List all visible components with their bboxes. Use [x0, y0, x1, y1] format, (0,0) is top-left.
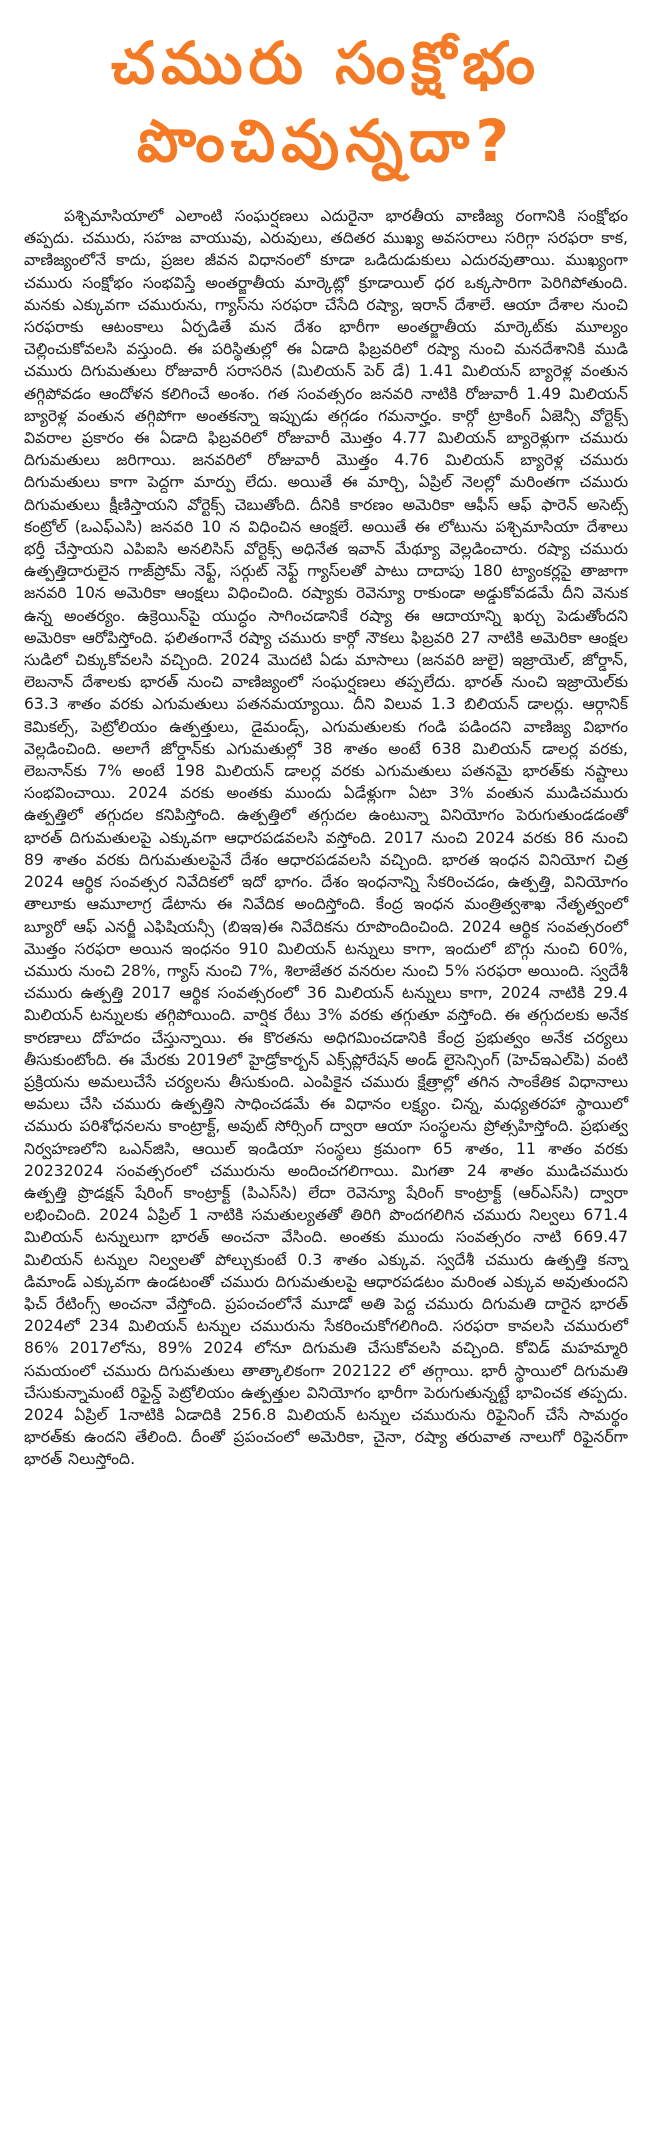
headline-line-2: పొంచివున్నదా?: [136, 107, 516, 175]
headline-line-1: చమురు సంక్షోభం: [111, 29, 541, 97]
headline: [0, 0, 652, 180]
article-body: [0, 205, 652, 1471]
article-paragraph: పశ్చిమాసియాలో ఎలాంటి సంఘర్షణలు ఎదురైనా భారతీయ వాణిజ్య రంగానికి సంక్షోభం తప్పదు. చమురు, సహజ వాయువు, ఎరువులు, తదితర ముఖ్య అవసరాలు సరిగ్గా సరఫరా కాక, వాణిజ్యంలోనే కాదు, ప్రజల జీవన విధానంలో కూడా ఒడిదుడుకులు ఎదురవుతాయి. ముఖ్యంగా చమురు సంక్షోభం సంభవిస్తే అంతర్జాతీయ మార్కెట్లో క్రూడాయిల్ ధర ఒక్కసారిగా పెరిగిపోతుంది. మనకు ఎక్కువగా చమురును, గ్యాస్‌ను సరఫరా చేసేది రష్యా, ఇరాన్ దేశాలే. ఆయా దేశాల నుంచి సరఫరాకు ఆటంకాలు ఏర్పడితే మన దేశం భారీగా అంతర్జాతీయ మార్కెట్‌కు మూల్యం చెల్లించుకోవలసి వస్తుంది. ఈ పరిస్థితుల్లో ఈ ఏడాది ఫిబ్రవరిలో రష్యా నుంచి మనదేశానికి ముడి చమురు దిగుమతులు రోజువారీ సరాసరిన (మిలియన్ పెర్ డే) 1.41 మిలియన్ బ్యారెళ్ల వంతున తగ్గిపోవడం ఆందోళన కలిగించే అంశం. గత సంవత్సరం జనవరి నాటికి రోజువారీ 1.49 మిలియన్ బ్యారెళ్ల వంతున తగ్గిపోగా అంతకన్నా ఇప్పుడు తగ్గడం గమనార్హం. కార్గో ట్రాకింగ్ ఏజెన్సీ వోర్టెక్స్ వివరాల ప్రకారం ఈ ఏడాది ఫిబ్రవరిలో రోజువారీ మొత్తం 4.77 మిలియన్ బ్యారెళ్లుగా చమురు దిగుమతులు జరిగాయి. జనవరిలో రోజువారీ మొత్తం 4.76 మిలియన్ బ్యారెళ్ల చమురు దిగుమతులు కాగా పెద్దగా మార్పు లేదు. అయితే ఈ మార్చి, ఏప్రిల్ నెలల్లో మరింతగా చమురు దిగుమతులు క్షీణిస్తాయని వోర్టెక్స్ చెబుతోంది. దీనికి కారణం అమెరికా ఆఫీస్ ఆఫ్ ఫారెన్ అసెట్స్ కంట్రోల్ (ఒఎఫ్ఎసి) జనవరి 10 న విధించిన ఆంక్షలే. అయితే ఈ లోటును పశ్చిమాసియా దేశాలు భర్తీ చేస్తాయని ఎపిఐసి అనలిసిస్ వోర్టెక్స్ అధినేత ఇవాన్ మేథ్యూ వెల్లడించారు. రష్యా చమురు ఉత్పత్తిదారులైన గాజ్‌ప్రోమ్ నెఫ్ట్, సర్గుట్ నెఫ్ట్ గ్యాస్‌లతో పాటు దాదాపు 180 ట్యాంకర్లపై తాజాగా జనవరి 10న అమెరికా ఆంక్షలు విధించింది. రష్యాకు రెవెన్యూ రాకుండా అడ్డుకోవడమే దీని వెనుక ఉన్న అంతర్యం. ఉక్రెయిన్‌పై యుద్ధం సాగించడానికే రష్యా ఈ ఆదాయాన్ని ఖర్చు పెడుతోందని అమెరికా ఆరోపిస్తోంది. ఫలితంగానే రష్యా చమురు కార్గో నౌకలు ఫిబ్రవరి 27 నాటికి అమెరికా ఆంక్షల సుడిలో చిక్కుకోవలసి వచ్చింది. 2024 మొదటి ఏడు మాసాలు (జనవరి జులై) ఇజ్రాయెల్, జోర్డాన్, లెబనాన్ దేశాలకు భారత్ నుంచి వాణిజ్యంలో సంఘర్షణలు తప్పలేదు. భారత్ నుంచి ఇజ్రాయెల్‌కు 63.3 శాతం వరకు ఎగుమతులు పతనమయ్యాయి. దీని విలువ 1.3 బిలియన్ డాలర్లు. ఆర్గానిక్ కెమికల్స్, పెట్రోలియం ఉత్పత్తులు, డైమండ్స్, ఎగుమతులకు గండి పడిందని వాణిజ్య విభాగం వెల్లడించింది. అలాగే జోర్డాన్‌కు ఎగుమతుల్లో 38 శాతం అంటే 638 మిలియన్ డాలర్ల వరకు, లెబనాన్‌కు 7% అంటే 198 మిలియన్ డాలర్ల వరకు ఎగుమతులు పతనమై భారత్‌కు నష్టాలు సంభవించాయి. 2024 వరకు అంతకు ముందు ఏడేళ్లుగా ఏటా 3% వంతున ముడిచమురు ఉత్పత్తిలో తగ్గుదల కనిపిస్తోంది. ఉత్పత్తిలో తగ్గుదల ఉంటున్నా వినియోగం పెరుగుతుండడంతో భారత్ దిగుమతులపై ఎక్కువగా ఆధారపడవలసి వస్తోంది. 2017 నుంచి 2024 వరకు 86 నుంచి 89 శాతం వరకు దిగుమతులపైనే దేశం ఆధారపడవలసి వచ్చింది. భారత ఇంధన వినియోగ చిత్ర 2024 ఆర్థిక సంవత్సర నివేదికలో ఇదో భాగం. దేశం ఇంధనాన్ని సేకరించడం, ఉత్పత్తి, వినియోగం తాలూకు ఆమూలాగ్ర డేటాను ఈ నివేదిక అందిస్తోంది. కేంద్ర ఇంధన మంత్రిత్వశాఖ నేతృత్వంలో బ్యూరో ఆఫ్ ఎనర్జీ ఎఫిషియన్సీ (బిఇఇ)ఈ నివేదికను రూపొందించింది. 2024 ఆర్థిక సంవత్సరంలో మొత్తం సరఫరా అయిన ఇంధనం 910 మిలియన్ టన్నులు కాగా, ఇందులో బొగ్గు నుంచి 60%, చమురు నుంచి 28%, గ్యాస్ నుంచి 7%, శిలాజేతర వనరుల నుంచి 5% సరఫరా అయింది. స్వదేశీ చమురు ఉత్పత్తి 2017 ఆర్థిక సంవత్సరంలో 36 మిలియన్ టన్నులు కాగా, 2024 నాటికి 29.4 మిలియన్ టన్నులకు తగ్గిపోయింది. వార్షిక రేటు 3% వరకు తగ్గుతూ వస్తోంది. ఈ తగ్గుదలకు అనేక కారణాలు దోహదం చేస్తున్నాయి. ఈ కొరతను అధిగమించడానికి కేంద్ర ప్రభుత్వం అనేక చర్యలు తీసుకుంటోంది. ఈ మేరకు 2019లో హైడ్రోకార్బన్ ఎక్స్‌ప్లోరేషన్ అండ్ లైసెన్సింగ్ (హెచ్‌ఇఎల్‌పి) వంటి ప్రక్రియను అమలుచేసే చర్యలను తీసుకుంది. ఎంపికైన చమురు క్షేత్రాల్లో తగిన సాంకేతిక విధానాలు అమలు చేసి చమురు ఉత్పత్తిని సాధించడమే ఈ విధానం లక్ష్యం. చిన్న, మధ్యతరహా స్థాయిలో చమురు పరిశోధనలను కాంట్రాక్ట్, అవుట్ సోర్సింగ్ ద్వారా ఆయా సంస్థలను ప్రోత్సహిస్తోంది. ప్రభుత్వ నిర్వహణలోని ఒఎన్‌జిసి, ఆయిల్ ఇండియా సంస్థలు క్రమంగా 65 శాతం, 11 శాతం వరకు 20232024 సంవత్సరంలో చమురును అందించగలిగాయి. మిగతా 24 శాతం ముడిచమురు ఉత్పత్తి ప్రొడక్షన్ షేరింగ్ కాంట్రాక్ట్ (పిఎస్‌సి) లేదా రెవెన్యూ షేరింగ్ కాంట్రాక్ట్ (ఆర్‌ఎస్‌సి) ద్వారా లభించింది. 2024 ఏప్రిల్ 1 నాటికి సమతుల్యతతో తిరిగి పొందగలిగిన చమురు నిల్వలు 671.4 మిలియన్ టన్నులుగా భారత్ అంచనా వేసింది. అంతకు ముందు సంవత్సరం నాటి 669.47 మిలియన్ టన్నుల నిల్వలతో పోల్చుకుంటే 0.3 శాతం ఎక్కువ. స్వదేశీ చమురు ఉత్పత్తి కన్నా డిమాండ్ ఎక్కువగా ఉండటంతో చమురు దిగుమతులపై ఆధారపడటం మరింత ఎక్కువ అవుతుందని ఫిచ్ రేటింగ్స్ అంచనా వేస్తోంది. ప్రపంచంలోనే మూడో అతి పెద్ద చమురు దిగుమతి దారైన భారత్ 2024లో 234 మిలియన్ టన్నుల చమురును సేకరించుకోగలిగింది. సరఫరా కావలసి చమురులో 86% 2017లోను, 89% 2024 లోనూ దిగుమతి చేసుకోవలసి వచ్చింది. కోవిడ్ మహమ్మారి సమయంలో చమురు దిగుమతులు తాత్కాలికంగా 202122 లో తగ్గాయి. భారీ స్థాయిలో దిగుమతి చేసుకున్నామంటే రిఫైన్డ్ పెట్రోలియం ఉత్పత్తుల వినియోగం భారీగా పెరుగుతున్నట్టే భావించక తప్పదు. 2024 ఏప్రిల్ 1నాటికి ఏడాదికి 256.8 మిలియన్ టన్నుల చమురును రిఫైనింగ్ చేసే సామర్థం భారత్‌కు ఉందని తేలింది. దీంతో ప్రపంచంలో అమెరికా, చైనా, రష్యా తరువాత నాలుగో రిఫైనర్‌గా భారత్ నిలుస్తోంది.: [24, 207, 628, 1469]
